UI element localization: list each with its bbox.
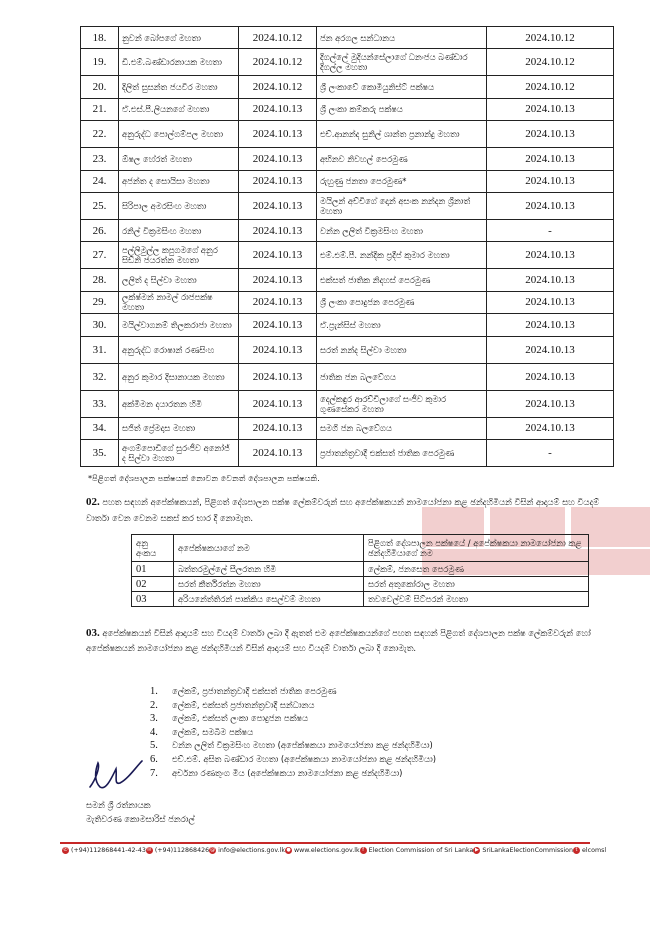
row-party-date: 2024.10.12 xyxy=(487,27,614,49)
table-row xyxy=(81,27,614,49)
row-number: 29. xyxy=(81,291,119,313)
row-candidate: අංගම්පොඩිගේ සුරංජීව අනෝජ් ද සිල්වා මහතා xyxy=(119,439,239,466)
table-row xyxy=(81,336,614,363)
row-candidate-date: 2024.10.13 xyxy=(239,192,317,219)
row-number: 20. xyxy=(81,76,119,98)
list-item xyxy=(150,699,436,713)
contact-footer xyxy=(62,847,607,854)
list-item xyxy=(150,767,436,781)
row-candidate: නුවන් බෝපගේ මහතා xyxy=(119,27,239,49)
row-candidate: අනුරුද්ධ පොල්ගම්පල මහතා xyxy=(119,121,239,148)
row-candidate-date: 2024.10.13 xyxy=(239,219,317,241)
row-party-secretary: සමගි ජන බලවේගය xyxy=(317,417,487,439)
row-no: 02 xyxy=(132,577,174,592)
footer-fax xyxy=(146,847,209,854)
item-text: ලේකම්, එක්සත් ලංකා පොදුජන පක්ෂය xyxy=(172,713,309,724)
row-candidate: සජිත් ප්‍රේමදාස මහතා xyxy=(119,417,239,439)
row-party: ලේකම්, ජනසෙත පෙරමුණ xyxy=(364,562,589,577)
row-number: 23. xyxy=(81,148,119,170)
row-party-date: 2024.10.12 xyxy=(487,49,614,76)
row-party-date: 2024.10.13 xyxy=(487,98,614,120)
row-candidate: බත්තරමුල්ලේ සීලරතන හිමි xyxy=(174,562,364,577)
row-party-secretary: සරත් නන්ද සිල්වා මහතා xyxy=(317,336,487,363)
table-row xyxy=(132,562,589,577)
list-item xyxy=(150,739,436,753)
row-candidate-date: 2024.10.13 xyxy=(239,439,317,466)
row-number: 31. xyxy=(81,336,119,363)
row-no: 01 xyxy=(132,562,174,577)
signature-block xyxy=(86,798,195,826)
footer-web[interactable] xyxy=(285,847,360,854)
row-party-date: - xyxy=(487,219,614,241)
row-party: සරත් අතුකෝරාල මහතා xyxy=(364,577,589,592)
youtube-icon: ▶ xyxy=(474,847,479,853)
row-candidate-date: 2024.10.13 xyxy=(239,336,317,363)
row-party-date: 2024.10.13 xyxy=(487,121,614,148)
row-candidate-date: 2024.10.13 xyxy=(239,98,317,120)
row-party-secretary: එච්.ආනන්ද සුනිල් ශාන්ත ප්‍රනාන්දු මහතා xyxy=(317,121,487,148)
row-candidate: අනුරුද්ධ රොෂාන් රණසිංහ xyxy=(119,336,239,363)
row-party-date: 2024.10.12 xyxy=(487,76,614,98)
row-party-secretary: දිගල්ලේ මුදියන්සේලාගේ ධනංජය බණ්ඩාර දිගල්ල මහතා xyxy=(317,49,487,76)
row-number: 35. xyxy=(81,439,119,466)
item-text: ලේකම්, සමබිම පක්ෂය xyxy=(172,726,254,737)
table-row xyxy=(81,242,614,269)
row-number: 21. xyxy=(81,98,119,120)
twitter-text: elcomsl xyxy=(582,847,607,854)
row-candidate-date: 2024.10.13 xyxy=(239,170,317,192)
youtube-text: SriLankaElectionCommission xyxy=(482,847,574,854)
row-candidate: ලක්ෂ්මන් නාමල් රාජපක්ෂ මහතා xyxy=(119,291,239,313)
candidates-returns-table-body xyxy=(81,27,614,467)
row-party: තවවෙල්වම් සිට්පරන් මහතා xyxy=(364,592,589,607)
table-row xyxy=(81,291,614,313)
row-party-date: - xyxy=(487,439,614,466)
row-party-secretary: එම්.එම්.පී. නන්දික ප්‍රදීප් කුමාර මහතා xyxy=(317,242,487,269)
facebook-text: Election Commission of Sri Lanka xyxy=(368,847,474,854)
list-item xyxy=(150,726,436,740)
row-number: 34. xyxy=(81,417,119,439)
handwritten-signature xyxy=(86,757,146,797)
row-candidate: අරියනේත්තිරන් පාක්කිය සෙල්වම් මහතා xyxy=(174,592,364,607)
row-candidate: දිලිත් සුසන්ත ජයවීර මහතා xyxy=(119,76,239,98)
item-text: වන්න ලලිත් වික්‍රමසිංහ මහතා (අපේක්ෂකයා නාමයෝජනා කළ ඡන්දහිමියා) xyxy=(172,740,433,751)
row-party-secretary: අභිනව නිවහල් පෙරමුණ xyxy=(317,148,487,170)
row-candidate: පල්ලිමුල්ල කපුගමගේ අනුර සිඩ්නි ජයරත්න මහතා xyxy=(119,242,239,269)
row-party-date: 2024.10.13 xyxy=(487,390,614,417)
table-row xyxy=(81,269,614,291)
row-candidate-date: 2024.10.12 xyxy=(239,76,317,98)
footer-facebook[interactable] xyxy=(360,847,474,854)
section-3-number: 03. xyxy=(86,627,100,639)
web-text: www.elections.gov.lk xyxy=(294,847,360,854)
row-candidate: මයිල්වාගනම් තිලකරාජා මහතා xyxy=(119,314,239,336)
row-party-date: 2024.10.13 xyxy=(487,269,614,291)
row-party-date: 2024.10.13 xyxy=(487,291,614,313)
row-candidate: අජන්ත ද සොයිසා මහතා xyxy=(119,170,239,192)
row-candidate-date: 2024.10.13 xyxy=(239,291,317,313)
row-number: 33. xyxy=(81,390,119,417)
footer-youtube[interactable] xyxy=(473,847,573,854)
row-candidate: අනුර කුමාර දිසානායක මහතා xyxy=(119,363,239,390)
table-row xyxy=(81,170,614,192)
table-row xyxy=(81,219,614,241)
list-item xyxy=(150,753,436,767)
row-party-secretary: ඒ.ප්‍රැන්සිස් මහතා xyxy=(317,314,487,336)
missing-secretaries-list xyxy=(150,685,436,780)
row-candidate: අක්මීමන දයාරතන හිමි xyxy=(119,390,239,417)
section-2-number: 02. xyxy=(86,496,100,508)
table-row xyxy=(81,76,614,98)
table-header-row xyxy=(132,535,589,562)
table-row xyxy=(81,314,614,336)
missing-returns-table xyxy=(131,534,589,607)
row-number: 22. xyxy=(81,121,119,148)
table-row xyxy=(81,417,614,439)
section-3-text: අපේක්ෂකයන් විසින් ආදායම් සහ වියදම් වාර්තා ලබා දී ඇතත් එම අපේක්ෂකයන්ගේ පහත සඳහන් පිළිගත් දේශපාලන පක්ෂ ලේකම්වරුන් හෝ අපේක්ෂකයන් නාමයෝජනා කළ ඡන්දහිමියන් විසින් ආදායම් සහ වියදම් වාර්තා ලබා දී නොමැත. xyxy=(86,628,591,653)
row-party-secretary: ශ්‍රී ලංකා කම්කරු පක්ෂය xyxy=(317,98,487,120)
row-candidate-date: 2024.10.12 xyxy=(239,27,317,49)
globe-icon: ● xyxy=(286,847,291,853)
row-candidate-date: 2024.10.13 xyxy=(239,242,317,269)
item-text: එච්.එම්. අසිත බණ්ඩාර මහතා (අපේක්ෂකයා නාමයෝජනා කළ ඡන්දහිමියා) xyxy=(172,753,437,764)
phone-icon: ✆ xyxy=(63,847,68,853)
item-number: 2. xyxy=(150,699,158,711)
item-number: 3. xyxy=(150,713,158,725)
row-candidate-date: 2024.10.13 xyxy=(239,363,317,390)
header-party: පිළිගත් දේශපාලන පක්ෂයේ / අපේක්ෂකයා නාමයෝජනා කළ ඡන්දහිමියාගේ නම xyxy=(364,535,589,562)
row-party-secretary: ප්‍රජාතන්ත්‍රවාදී එක්සත් ජාතික පෙරමුණ xyxy=(317,439,487,466)
row-party-date: 2024.10.13 xyxy=(487,192,614,219)
item-text: ලේකම්, එක්සත් ප්‍රජාතන්ත්‍රවාදී සන්ධානය xyxy=(172,699,315,710)
footer-twitter[interactable] xyxy=(573,847,606,854)
table-row xyxy=(81,439,614,466)
footer-email[interactable] xyxy=(209,847,285,854)
row-number: 26. xyxy=(81,219,119,241)
item-number: 1. xyxy=(150,686,158,697)
signer-name: සමන් ශ්‍රී රත්නායක xyxy=(86,800,151,810)
section-3 xyxy=(86,626,621,656)
row-number: 18. xyxy=(81,27,119,49)
item-text: අර්චනා රණතුංග මිය (අපේක්ෂකයා නාමයෝජනා කළ ඡන්දහිමියා) xyxy=(172,767,403,778)
row-number: 27. xyxy=(81,242,119,269)
row-candidate: ඕෂල හේරත් මහතා xyxy=(119,148,239,170)
twitter-icon: t xyxy=(573,847,580,854)
item-number: 7. xyxy=(150,767,158,779)
row-candidate-date: 2024.10.13 xyxy=(239,269,317,291)
row-candidate-date: 2024.10.13 xyxy=(239,417,317,439)
list-item xyxy=(150,712,436,726)
table-row xyxy=(81,49,614,76)
table-row xyxy=(132,592,589,607)
row-party-date: 2024.10.13 xyxy=(487,363,614,390)
row-party-secretary: එක්සත් ජාතික නිදහස් පෙරමුණ xyxy=(317,269,487,291)
row-number: 28. xyxy=(81,269,119,291)
table-row xyxy=(81,390,614,417)
row-number: 30. xyxy=(81,314,119,336)
email-icon: @ xyxy=(210,847,216,853)
table-row xyxy=(81,363,614,390)
row-party-date: 2024.10.13 xyxy=(487,170,614,192)
row-party-secretary: දෙල්කඳුර ආරච්චිලාගේ සංජීව කුමාර ගුණසේකර මහතා xyxy=(317,390,487,417)
header-no: අනු අංකය xyxy=(132,535,174,562)
table-row xyxy=(81,98,614,120)
row-party-secretary: මයිලන් අච්චිගේ දොන් අසංක නන්දන ශ්‍රීනාත් මහතා xyxy=(317,192,487,219)
list-item xyxy=(150,685,436,699)
item-number: 5. xyxy=(150,740,158,752)
row-party-date: 2024.10.13 xyxy=(487,242,614,269)
row-candidate-date: 2024.10.13 xyxy=(239,390,317,417)
row-candidate: රනිල් වික්‍රමසිංහ මහතා xyxy=(119,219,239,241)
row-party-secretary: වන්න ලලිත් වික්‍රමසිංහ මහතා xyxy=(317,219,487,241)
row-candidate-date: 2024.10.13 xyxy=(239,148,317,170)
row-party-date: 2024.10.13 xyxy=(487,336,614,363)
email-text: info@elections.gov.lk xyxy=(218,847,285,854)
row-candidate: සිරිපාල අමරසිංහ මහතා xyxy=(119,192,239,219)
row-party-secretary: ශ්‍රී ලංකාවේ කොමියුනිස්ට් පක්ෂය xyxy=(317,76,487,98)
fax-text: (+94)112868426 xyxy=(154,847,210,854)
row-candidate-date: 2024.10.13 xyxy=(239,121,317,148)
row-number: 24. xyxy=(81,170,119,192)
footer-phone xyxy=(62,847,146,854)
row-number: 25. xyxy=(81,192,119,219)
row-number: 19. xyxy=(81,49,119,76)
footer-divider xyxy=(60,842,590,844)
facebook-icon: f xyxy=(360,847,367,854)
table-row xyxy=(81,148,614,170)
fax-icon: ✉ xyxy=(147,847,152,853)
row-party-secretary: ශ්‍රී ලංකා පොදුජන පෙරමුණ xyxy=(317,291,487,313)
row-party-secretary: ජන අරගල සන්ධානය xyxy=(317,27,487,49)
row-party-date: 2024.10.13 xyxy=(487,417,614,439)
row-candidate-date: 2024.10.13 xyxy=(239,314,317,336)
table-row xyxy=(81,192,614,219)
candidates-returns-table xyxy=(80,26,614,467)
row-candidate: ලලිත් ද සිල්වා මහතා xyxy=(119,269,239,291)
item-number: 6. xyxy=(150,753,158,765)
phone-text: (+94)112868441-42-43 xyxy=(71,847,146,854)
table-row xyxy=(81,121,614,148)
row-candidate: ඩී.එම්.බණ්ඩාරනායක මහතා xyxy=(119,49,239,76)
footnote: *පිළිගත් දේශපාලන පක්ෂයක් නොවන වෙනත් දේශපාලන පක්ෂයකි. xyxy=(88,473,320,483)
row-candidate-date: 2024.10.12 xyxy=(239,49,317,76)
item-number: 4. xyxy=(150,726,158,738)
row-party-secretary: ජාතික ජන බලවේගය xyxy=(317,363,487,390)
row-party-date: 2024.10.13 xyxy=(487,314,614,336)
signer-title: මැතිවරණ කොමසාරිස් ජනරාල් xyxy=(86,814,195,824)
row-candidate: සරත් කීර්තිරත්න මහතා xyxy=(174,577,364,592)
table-row xyxy=(132,577,589,592)
row-party-date: 2024.10.13 xyxy=(487,148,614,170)
row-number: 32. xyxy=(81,363,119,390)
section-2-text: පහත සඳහන් අපේක්ෂකයන්, පිළිගත් දේශපාලන පක්ෂ ලේකම්වරුන් සහ අපේක්ෂකයන් නාමයෝජනා කළ ඡන්දහිමියන් විසින් ආදායම් සහ වියදම් වාර්තා වෙන වෙනම සකස් කර භාර දී නොමැත. xyxy=(86,497,600,523)
row-party-secretary: රුහුණු ජනතා පෙරමුණ* xyxy=(317,170,487,192)
row-candidate: ඒ.එස්.පී.ලියනගේ මහතා xyxy=(119,98,239,120)
header-candidate: අපේක්ෂකයාගේ නම xyxy=(174,535,364,562)
item-text: ලේකම්, ප්‍රජාතන්ත්‍රවාදී එක්සත් ජාතික පෙරමුණ xyxy=(172,686,337,696)
row-no: 03 xyxy=(132,592,174,607)
